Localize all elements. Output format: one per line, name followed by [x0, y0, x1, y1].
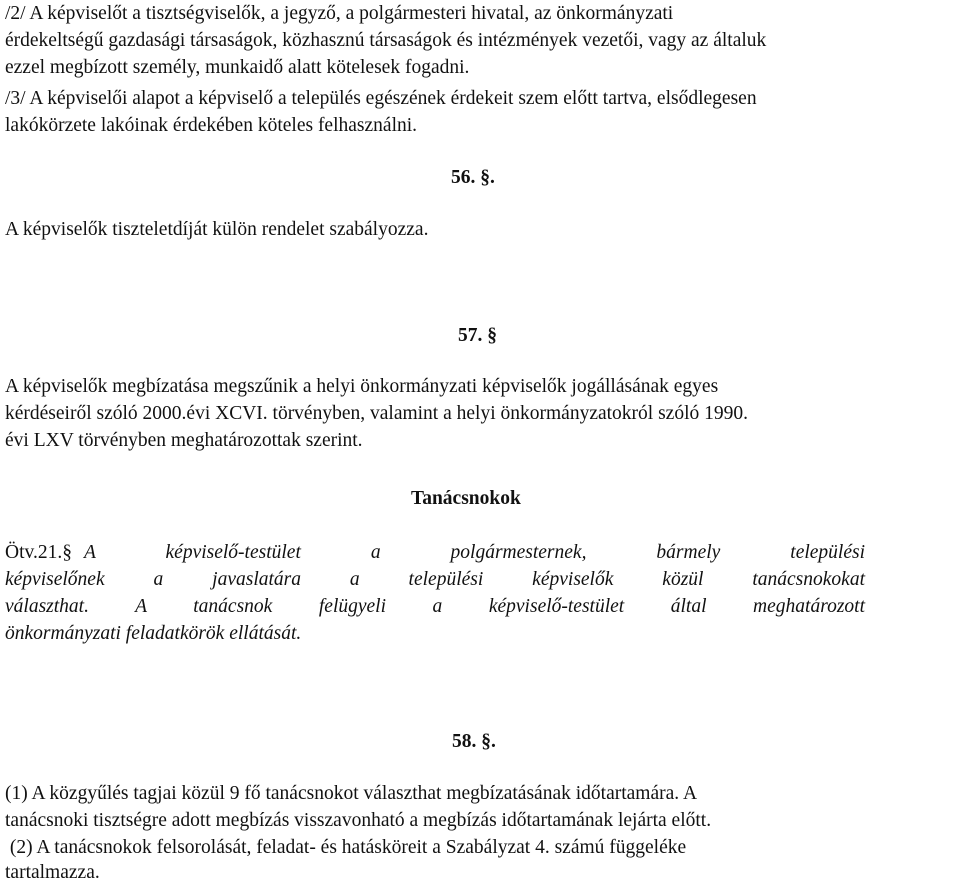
paragraph-2-line-3: ezzel megbízott személy, munkaidő alatt kötelesek fogadni.: [5, 57, 470, 78]
section-58-line-3: (2) A tanácsnokok felsorolását, feladat- és hatásköreit a Szabályzat 4. számú függeléke: [5, 837, 687, 858]
paragraph-2-line-1: /2/ A képviselőt a tisztségviselők, a jegyző, a polgármesteri hivatal, az önkormányzati: [5, 3, 674, 24]
otv-line-4: önkormányzati feladatkörök ellátását.: [5, 623, 302, 644]
otv-label: Ötv.21.§: [5, 542, 72, 563]
otv-line-2: képviselőnek a javaslatára a települési képviselők közül tanácsnokokat: [5, 569, 865, 590]
section-56-heading: 56. §.: [451, 167, 495, 188]
tanacsnokok-heading: Tanácsnokok: [411, 488, 521, 509]
section-57-line-1: A képviselők megbízatása megszűnik a helyi önkormányzati képviselők jogállásának egyes: [5, 376, 719, 397]
section-57-line-3: évi LXV törvényben meghatározottak szerint.: [5, 430, 363, 451]
section-57-heading: 57. §: [458, 325, 497, 346]
section-58-line-4: tartalmazza.: [5, 862, 100, 883]
paragraph-3-line-1: /3/ A képviselői alapot a képviselő a település egészének érdekeit szem előtt tartva, elsődlegesen: [5, 88, 757, 109]
otv-line-3: választhat. A tanácsnok felügyeli a képviselő-testület által meghatározott: [5, 596, 865, 617]
section-58-line-1: (1) A közgyűlés tagjai közül 9 fő tanácsnokot választhat megbízatásának időtartamára. A: [5, 783, 698, 804]
section-58-heading: 58. §.: [452, 731, 496, 752]
otv-line-1-wrap: [5, 539, 865, 566]
paragraph-2-line-2: érdekeltségű gazdasági társaságok, közhasznú társaságok és intézmények vezetői, vagy az általuk: [5, 30, 767, 51]
document-page: [5, 0, 955, 888]
section-58-line-2: tanácsnoki tisztségre adott megbízás visszavonható a megbízás időtartamának lejárta előtt.: [5, 810, 712, 831]
otv-line-1: A képviselő-testület a polgármesternek, bármely települési: [83, 542, 865, 563]
paragraph-3-line-2: lakókörzete lakóinak érdekében köteles felhasználni.: [5, 115, 418, 136]
section-57-line-2: kérdéseiről szóló 2000.évi XCVI. törvényben, valamint a helyi önkormányzatokról szóló 1990.: [5, 403, 748, 424]
section-56-text: A képviselők tiszteletdíját külön rendelet szabályozza.: [5, 219, 429, 240]
